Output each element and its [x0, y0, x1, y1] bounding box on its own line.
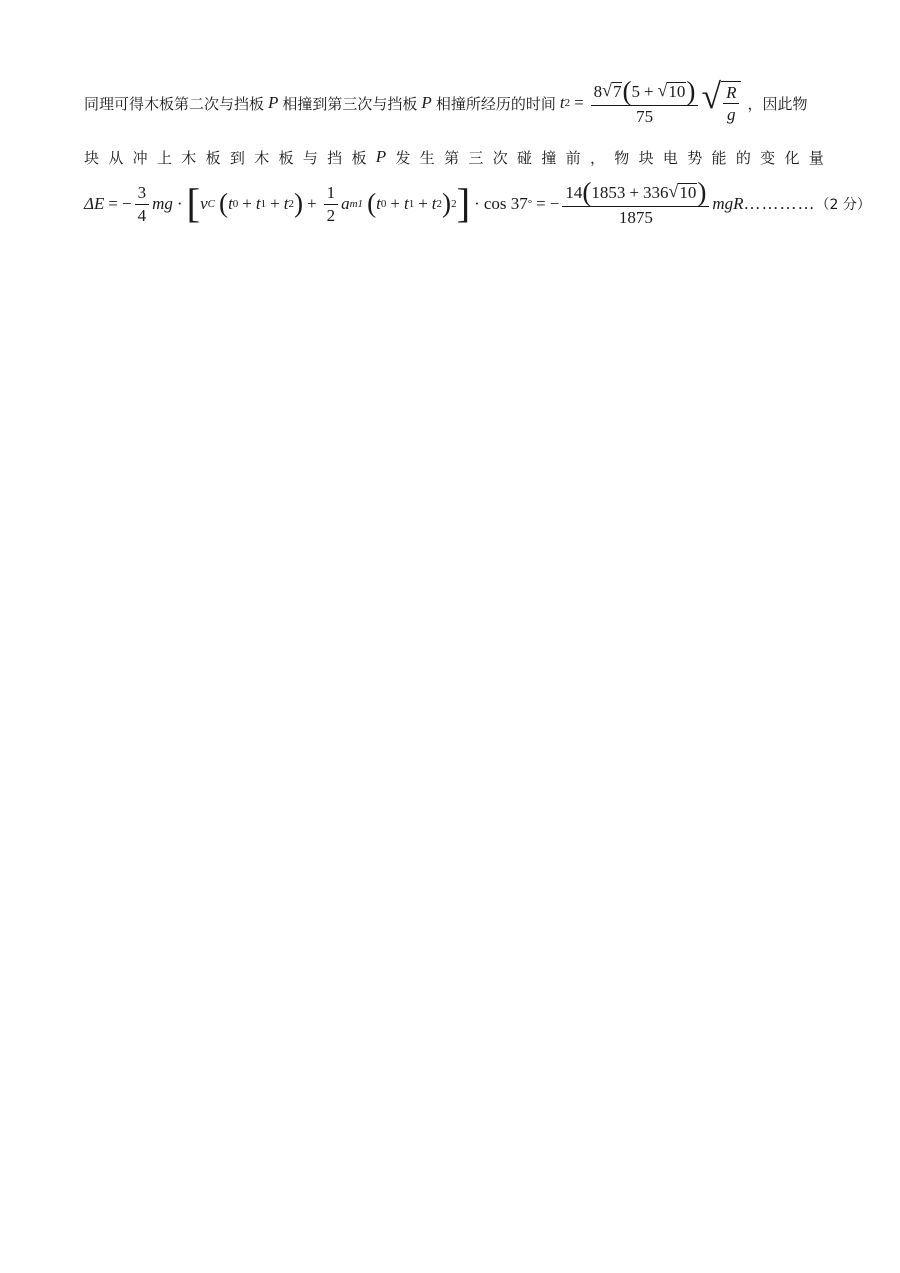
sqrt-10-result: √ 10 [668, 181, 697, 203]
mg-1: mg [152, 194, 173, 213]
line2-char: 前 [565, 148, 581, 167]
t2-plus: + [644, 82, 654, 102]
dot-2: · [474, 194, 480, 213]
right-bracket: ] [456, 180, 471, 226]
line2-char: 木 [254, 148, 270, 167]
formula-delta-e: ΔE = − $\frac{3}{4}$ mg · [ v C ( t 0 + t 1 + t 2 ) + $\frac{1}{2}$ a m1 ( t 0 + t 1 + t 2 ) 2 ] · cos 37 ° = − 14 ( 1853 + 336 √ 10 ) 1875 mgR ………… （2 分） [84, 177, 871, 228]
line2-char: 冲 [132, 148, 148, 167]
delta-e: ΔE [84, 194, 105, 213]
v-var: v [200, 194, 208, 213]
a-var: a [341, 194, 350, 213]
line2-char: 从 [108, 148, 124, 167]
degree-sign: ° [527, 198, 533, 210]
line1-text-after: 相撞所经历的时间 [435, 94, 556, 113]
sqrt-num-r: R [723, 82, 739, 104]
line2-char: 化 [784, 148, 800, 167]
sqrt-7: √ 7 [602, 80, 622, 102]
line2-char: 板 [351, 148, 367, 167]
line2-char: 到 [229, 148, 245, 167]
mgR: mgR [712, 194, 744, 213]
line1-tail: ，因此物 [747, 94, 808, 113]
line2-char: 势 [687, 148, 703, 167]
a-sub: m1 [349, 198, 364, 210]
line2-char: 与 [302, 148, 318, 167]
dot-1: · [176, 194, 183, 213]
line2-char: 撞 [541, 148, 557, 167]
line2-char: 变 [760, 148, 776, 167]
text-line-1 [84, 72, 807, 134]
line2-char: 碰 [517, 148, 533, 167]
left-bracket: [ [186, 180, 201, 226]
text-line-2 [84, 142, 824, 172]
line2-char: 量 [808, 148, 824, 167]
line2-char: 次 [492, 148, 508, 167]
line1-text-mid: 相撞到第三次与挡板 [282, 94, 418, 113]
t2-numerator: 8 √ 7 ( 5 + √ 10 ) [591, 78, 699, 106]
line2-char: 能 [711, 148, 727, 167]
score-label: （2 分） [815, 197, 871, 213]
line2-char: 生 [419, 148, 435, 167]
line1-text-before: 同理可得木板第二次与挡板 [84, 94, 265, 113]
eq-2: = [536, 194, 546, 213]
line2-char: 电 [662, 148, 678, 167]
line2-char: 上 [156, 148, 172, 167]
minus-1: − [121, 194, 132, 213]
frac-1-2: $\frac{1}{2}$ [324, 182, 339, 226]
line2-char: 木 [181, 148, 197, 167]
line2-char: 块 [638, 148, 654, 167]
line1-var-p1: P [268, 93, 279, 112]
t2-five: 5 [631, 82, 641, 102]
t2-equals: = [574, 92, 584, 112]
formula-t2 [559, 75, 742, 127]
line2-char: ， [589, 148, 605, 167]
t2-fraction [591, 78, 699, 127]
v-sub: C [207, 198, 215, 210]
line1-var-p2: P [421, 93, 432, 112]
square-exp: 2 [451, 198, 457, 210]
line2-char: 三 [468, 148, 484, 167]
line2-char: 块 [84, 148, 100, 167]
minus-2: − [549, 194, 560, 213]
line2-char: 第 [444, 148, 460, 167]
leader-dots: ………… [743, 194, 816, 213]
result-denominator: 1875 [618, 208, 653, 228]
sqrt-r-over-g: √ $\frac{R}{g}$ [701, 81, 741, 126]
result-fraction [562, 179, 709, 228]
t2-coef: 8 [593, 82, 603, 102]
line2-char: 板 [278, 148, 294, 167]
t2-sub: 2 [564, 96, 571, 109]
result-numerator: 14 ( 1853 + 336 √ 10 ) [562, 179, 709, 207]
sqrt-den-g: g [727, 104, 736, 124]
line2-char: 物 [614, 148, 630, 167]
line2-char: 的 [735, 148, 751, 167]
eq-1: = [108, 194, 118, 213]
line2-char: P [375, 147, 387, 166]
t2-var: t [559, 92, 565, 112]
sqrt-10: √ 10 [657, 80, 686, 102]
line2-char: 挡 [327, 148, 343, 167]
t2-denominator: 75 [636, 107, 654, 127]
line2-char: 发 [395, 148, 411, 167]
line2-char: 板 [205, 148, 221, 167]
frac-3-4: $\frac{3}{4}$ [135, 182, 150, 226]
cos-37: cos 37 [483, 194, 528, 213]
